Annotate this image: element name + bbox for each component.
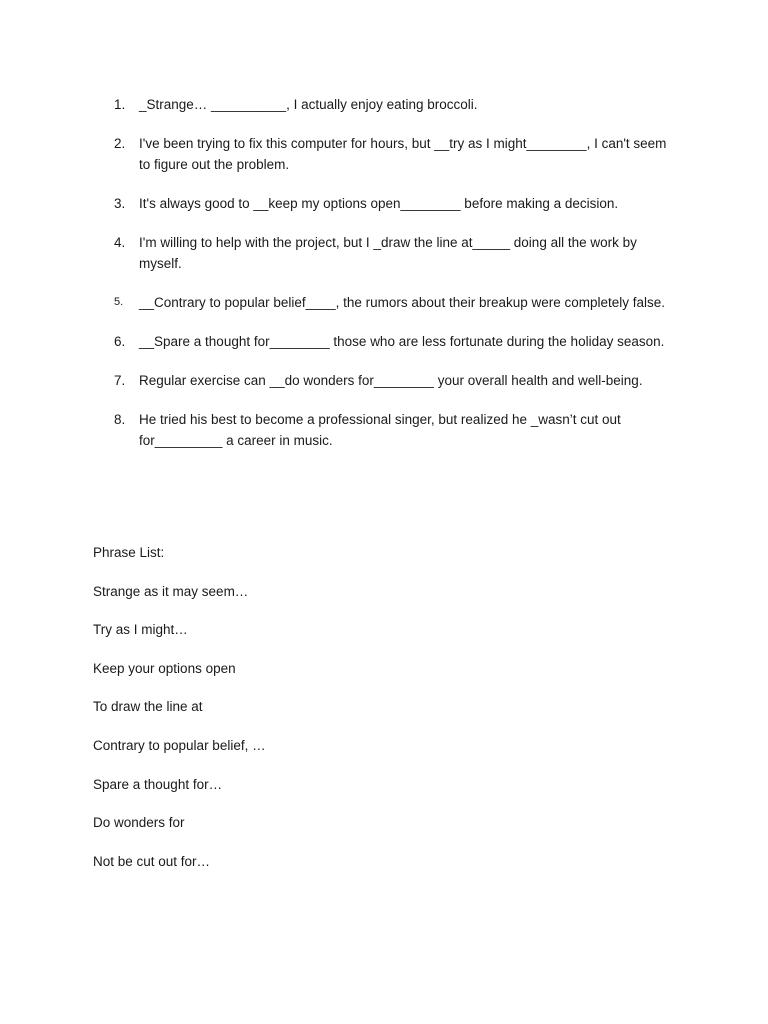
exercise-item-5 [114,292,674,313]
exercise-sentence: I've been trying to fix this computer for hours, but __try as I might________, I can't seem to figure out the problem. [139,136,667,172]
exercise-item-7 [114,370,674,391]
exercise-item-3 [114,193,674,214]
exercise-item-6 [114,331,674,352]
exercise-sentence: He tried his best to become a professional singer, but realized he _wasn’t cut out for_________ a career in music. [139,412,621,448]
exercise-number: 8. [114,412,126,427]
exercise-sentence: I'm willing to help with the project, but I _draw the line at_____ doing all the work by myself. [139,235,637,271]
exercise-sentence: __Spare a thought for________ those who are less fortunate during the holiday season. [139,334,665,349]
phrase-list [93,583,593,871]
exercise-item-4 [114,232,674,274]
exercise-number: 4. [114,235,126,250]
phrase-item: Strange as it may seem… [93,583,249,599]
phrase-item: Not be cut out for… [93,853,211,869]
exercise-item-8 [114,409,674,451]
phrase-item: Spare a thought for… [93,776,223,792]
phrase-item: To draw the line at [93,699,203,715]
exercise-number: 5. [114,296,124,308]
phrase-item: Contrary to popular belief, … [93,737,266,753]
phrase-item: Keep your options open [93,660,236,676]
exercise-sentence: Regular exercise can __do wonders for________ your overall health and well-being. [139,373,643,388]
exercise-number: 3. [114,196,126,211]
exercise-number: 2. [114,136,126,151]
exercise-item-2 [114,133,674,175]
exercise-number: 1. [114,97,126,112]
phrase-list-section [93,544,593,891]
exercise-number: 7. [114,373,126,388]
exercise-sentence: It's always good to __keep my options open________ before making a decision. [139,196,619,211]
exercise-sentence: __Contrary to popular belief____, the rumors about their breakup were completely false. [139,295,666,310]
exercise-sentence: _Strange… __________, I actually enjoy eating broccoli. [139,97,478,112]
exercise-list [114,94,674,469]
exercise-item-1 [114,94,674,115]
phrase-list-heading: Phrase List: [93,545,165,560]
phrase-item: Try as I might… [93,622,188,638]
phrase-item: Do wonders for [93,815,185,831]
exercise-number: 6. [114,334,126,349]
